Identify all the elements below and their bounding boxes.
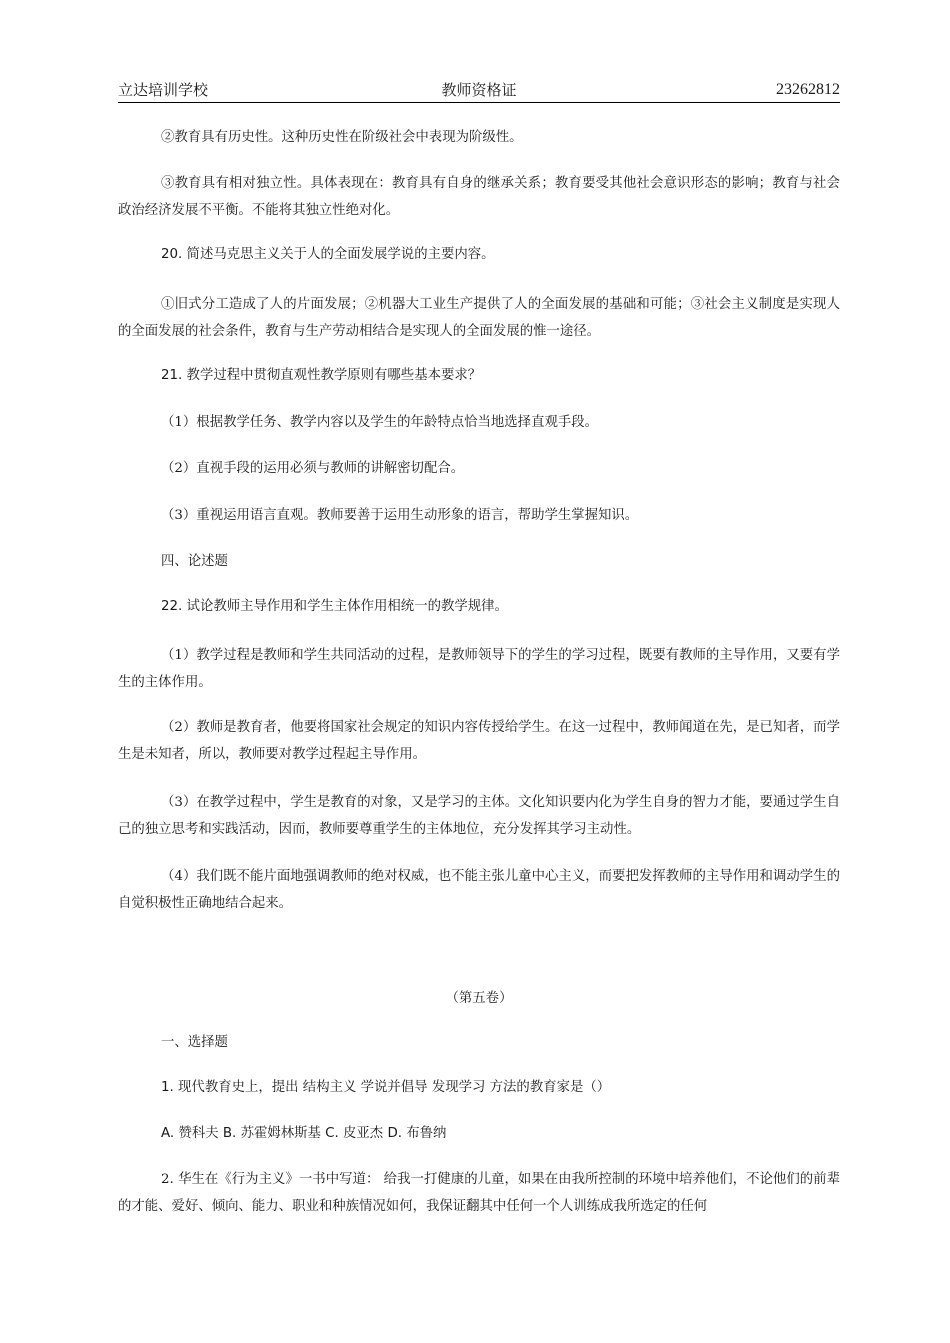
paragraph: （2）直视手段的运用必须与教师的讲解密切配合。 xyxy=(161,461,465,476)
question-heading: 1. 现代教育史上，提出 结构主义 学说并倡导 发现学习 方法的教育家是（） xyxy=(161,1080,611,1095)
paragraph: （4）我们既不能片面地强调教师的绝对权威，也不能主张儿童中心主义，而要把发挥教师的主导作用和调动学生的自觉积极性正确地结合起来。 xyxy=(118,869,840,911)
paragraph: （1）根据教学任务、教学内容以及学生的年龄特点恰当地选择直观手段。 xyxy=(161,415,599,430)
paragraph: （3）重视运用语言直观。教师要善于运用生动形象的语言，帮助学生掌握知识。 xyxy=(161,508,639,523)
paragraph: 2. 华生在《行为主义》一书中写道： 给我一打健康的儿童，如果在由我所控制的环境中培养他们，不论他们的前辈的才能、爱好、倾向、能力、职业和种族情况如何，我保证翻其中任何一个人训练成我所选定的任何 xyxy=(118,1172,840,1214)
header-phone: 23262812 xyxy=(776,81,840,98)
paragraph: （3）在教学过程中，学生是教育的对象，又是学习的主体。文化知识要内化为学生自身的智力才能，要通过学生自己的独立思考和实践活动，因而，教师要尊重学生的主体地位，充分发挥其学习主动性。 xyxy=(118,795,840,837)
header-school: 立达培训学校 xyxy=(118,81,209,99)
question-heading: 20. 简述马克思主义关于人的全面发展学说的主要内容。 xyxy=(161,247,495,262)
paragraph: ①旧式分工造成了人的片面发展；②机器大工业生产提供了人的全面发展的基础和可能；③社会主义制度是实现人的全面发展的社会条件，教育与生产劳动相结合是实现人的全面发展的惟一途径。 xyxy=(118,297,840,339)
volume-title: （第五卷） xyxy=(445,991,513,1006)
question-heading: 21. 教学过程中贯彻直观性教学原则有哪些基本要求？ xyxy=(161,368,482,383)
paragraph: ③教育具有相对独立性。具体表现在：教育具有自身的继承关系；教育要受其他社会意识形态的影响；教育与社会政治经济发展不平衡。不能将其独立性绝对化。 xyxy=(118,176,840,218)
paragraph: ②教育具有历史性。这种历史性在阶级社会中表现为阶级性。 xyxy=(161,130,523,145)
paragraph: （2）教师是教育者，他要将国家社会规定的知识内容传授给学生。在这一过程中，教师闻道在先，是已知者，而学生是未知者，所以，教师要对教学过程起主导作用。 xyxy=(118,720,840,762)
page-header xyxy=(118,80,840,103)
header-title: 教师资格证 xyxy=(441,81,517,99)
paragraph: （1）教学过程是教师和学生共同活动的过程，是教师领导下的学生的学习过程，既要有教师的主导作用，又要有学生的主体作用。 xyxy=(118,648,840,690)
answer-options: A. 赞科夫 B. 苏霍姆林斯基 C. 皮亚杰 D. 布鲁纳 xyxy=(161,1126,447,1141)
question-heading: 22. 试论教师主导作用和学生主体作用相统一的教学规律。 xyxy=(161,599,508,614)
section-heading: 一、选择题 xyxy=(161,1035,228,1050)
section-heading: 四、论述题 xyxy=(161,554,228,569)
